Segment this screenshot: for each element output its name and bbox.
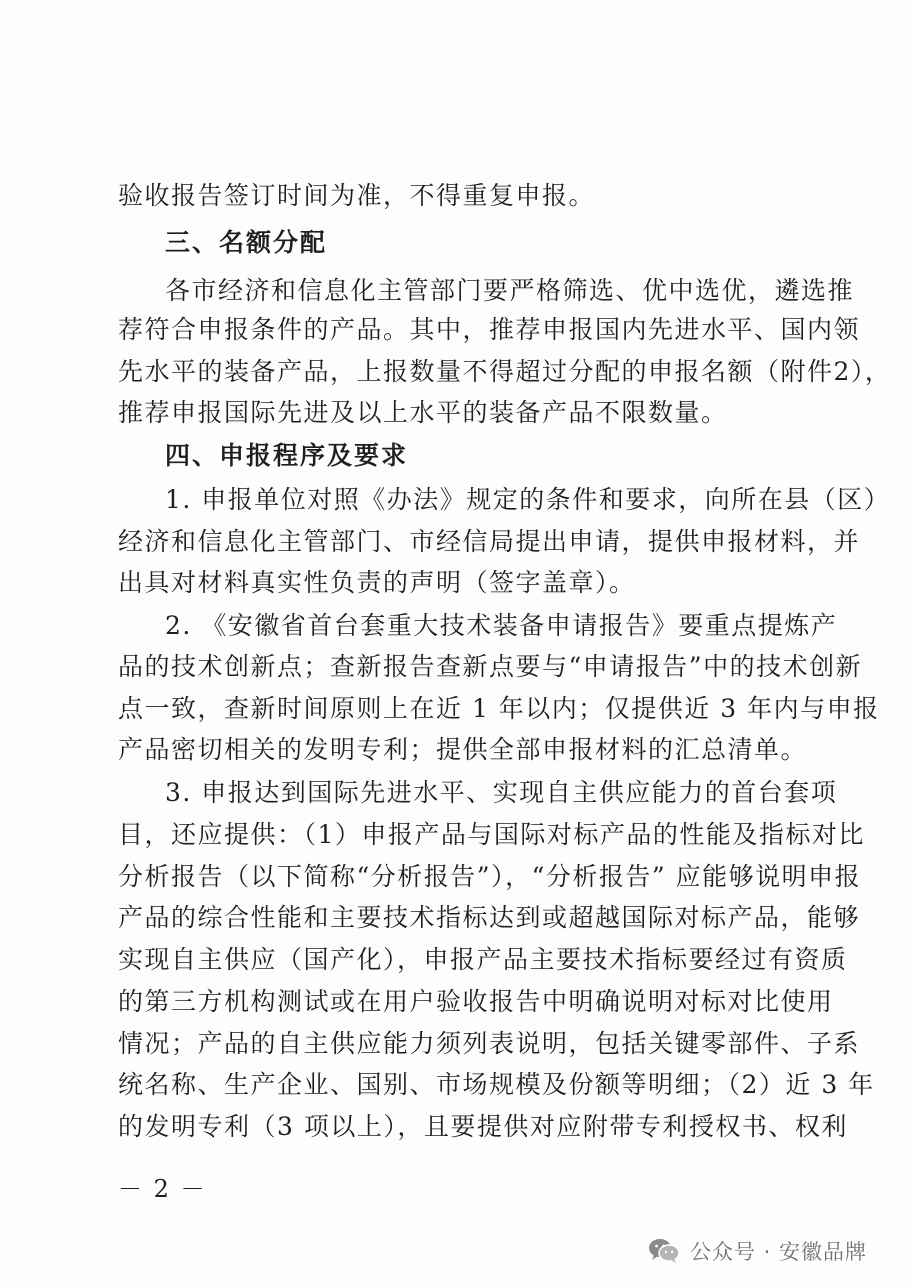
text-line: 品的技术创新点；查新报告查新点要与“申请报告”中的技术创新 [118, 652, 863, 681]
wechat-icon [648, 1238, 680, 1264]
text-line: 实现自主供应（国产化），申报产品主要技术指标要经过有资质 [118, 945, 848, 974]
text-line: 产品密切相关的发明专利；提供全部申报材料的汇总清单。 [118, 735, 808, 764]
text-line: 验收报告签订时间为准，不得重复申报。 [118, 181, 596, 210]
wechat-watermark [648, 1236, 867, 1266]
text-line: 统名称、生产企业、国别、市场规模及份额等明细；（2）近 3 年 [118, 1070, 875, 1099]
text-line: 出具对材料真实性负责的声明（签字盖章）。 [118, 568, 636, 597]
text-line: 经济和信息化主管部门、市经信局提出申请，提供申报材料，并 [118, 527, 861, 556]
text-line: 推荐申报国际先进及以上水平的装备产品不限数量。 [118, 398, 728, 427]
page-number: － 2 － [118, 1175, 207, 1203]
text-line: 2. 《安徽省首台套重大技术装备申请报告》要重点提炼产 [165, 611, 838, 640]
section-heading-quota: 三、名额分配 [165, 228, 328, 257]
text-line: 产品的综合性能和主要技术指标达到或超越国际对标产品，能够 [118, 903, 861, 932]
text-line: 先水平的装备产品，上报数量不得超过分配的申报名额（附件2）， [118, 357, 892, 386]
watermark-text: 公众号 · 安徽品牌 [690, 1240, 868, 1264]
text-line: 的发明专利（3 项以上），且要提供对应附带专利授权书、权利 [118, 1112, 848, 1141]
text-line: 目，还应提供：（1）申报产品与国际对标产品的性能及指标对比 [118, 820, 865, 849]
text-line: 3. 申报达到国际先进水平、实现自主供应能力的首台套项 [165, 778, 838, 807]
text-line: 各市经济和信息化主管部门要严格筛选、优中选优，遴选推 [165, 276, 855, 305]
text-line: 分析报告（以下简称“分析报告”），“分析报告” 应能够说明申报 [118, 862, 862, 891]
section-heading-procedure: 四、申报程序及要求 [165, 441, 409, 470]
text-line: 点一致，查新时间原则上在近 1 年以内；仅提供近 3 年内与申报 [118, 694, 880, 723]
text-line: 情况；产品的自主供应能力须列表说明，包括关键零部件、子系 [118, 1029, 861, 1058]
text-line: 的第三方机构测试或在用户验收报告中明确说明对标对比使用 [118, 987, 834, 1016]
text-line: 1. 申报单位对照《办法》规定的条件和要求，向所在县（区） [165, 485, 891, 514]
text-line: 荐符合申报条件的产品。其中，推荐申报国内先进水平、国内领 [118, 315, 861, 344]
